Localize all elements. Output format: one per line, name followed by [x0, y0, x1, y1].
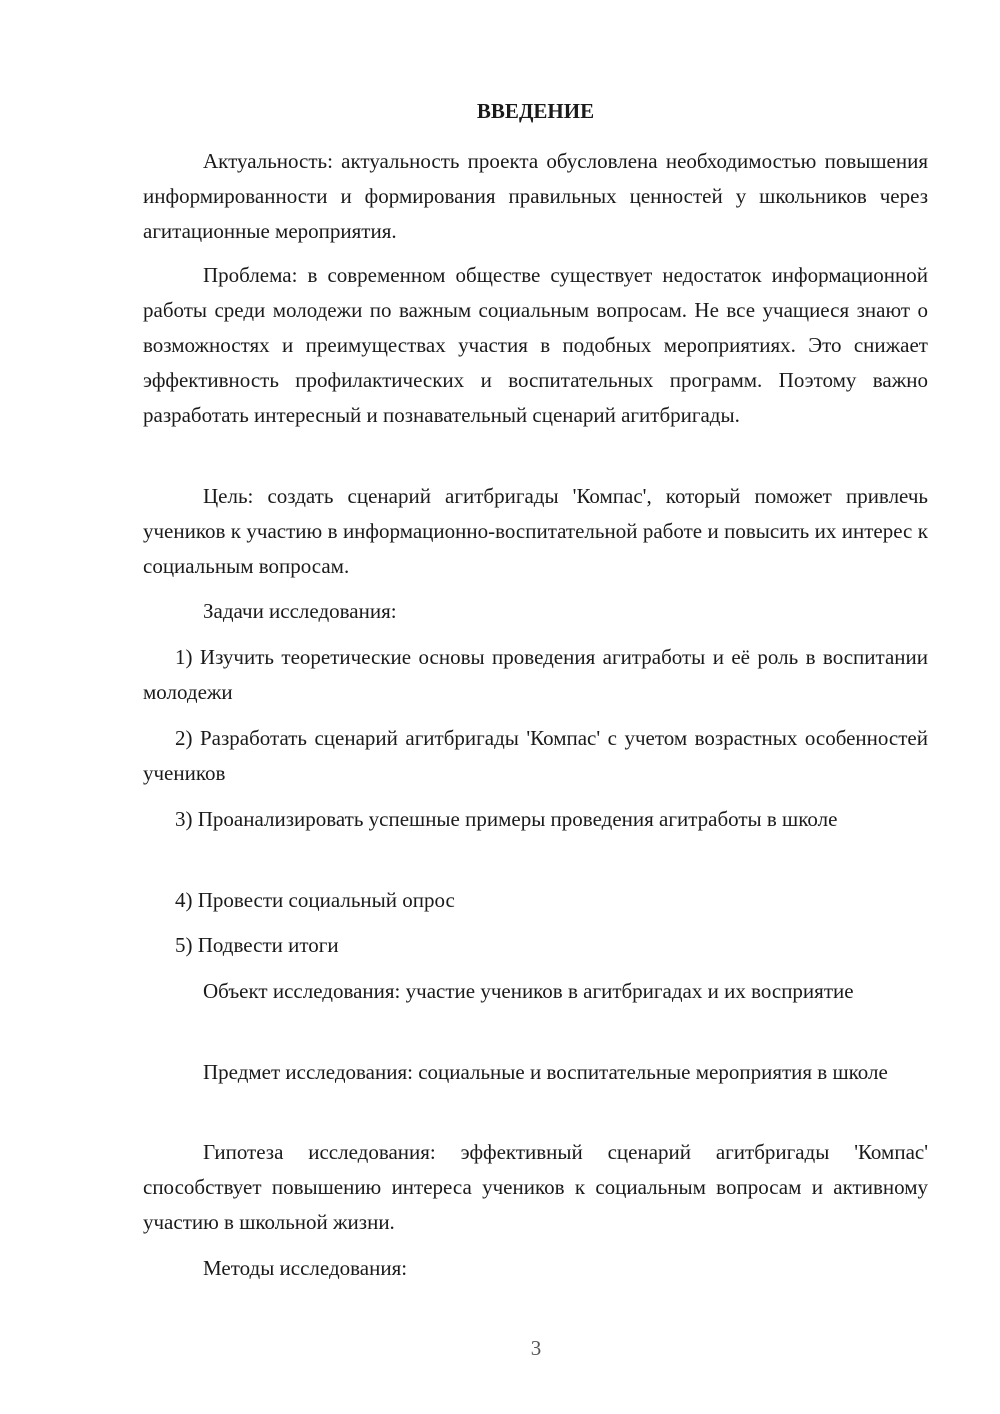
problem-paragraph: Проблема: в современном обществе существует недостаток информационной работы среди молодежи по важным социальным вопросам. Не все учащиеся знают о возможностях и преимуществах участия в подобных мероприятиях. Это снижает эффективность профилактических и воспитательных программ. Поэтому важно разработать интересный и познавательный сценарий агитбригады.: [143, 263, 928, 427]
methods-heading: Методы исследования:: [203, 1256, 408, 1280]
task-item-4: 4) Провести социальный опрос: [175, 888, 455, 912]
tasks-heading: Задачи исследования:: [203, 599, 397, 623]
task-item-2: 2) Разработать сценарий агитбригады 'Компас' с учетом возрастных особенностей учеников: [143, 726, 928, 785]
task-item-5: 5) Подвести итоги: [175, 933, 339, 957]
hypothesis-paragraph: Гипотеза исследования: эффективный сценарий агитбригады 'Компас' способствует повышению интереса учеников к социальным вопросам и активному участию в школьной жизни.: [143, 1140, 928, 1234]
page-title: ВВЕДЕНИЕ: [476, 99, 595, 123]
object-paragraph: Объект исследования: участие учеников в агитбригадах и их восприятие: [203, 979, 854, 1003]
relevance-paragraph: Актуальность: актуальность проекта обусловлена необходимостью повышения информированности и формирования правильных ценностей у школьников через агитационные мероприятия.: [143, 149, 928, 243]
task-item-3: 3) Проанализировать успешные примеры проведения агитработы в школе: [175, 807, 838, 831]
goal-paragraph: Цель: создать сценарий агитбригады 'Компас', который поможет привлечь учеников к участию в информационно-воспитательной работе и повысить их интерес к социальным вопросам.: [143, 484, 928, 578]
page-number: 3: [530, 1336, 542, 1360]
subject-paragraph: Предмет исследования: социальные и воспитательные мероприятия в школе: [203, 1060, 888, 1084]
task-item-1: 1) Изучить теоретические основы проведения агитработы и её роль в воспитании молодежи: [143, 645, 928, 704]
